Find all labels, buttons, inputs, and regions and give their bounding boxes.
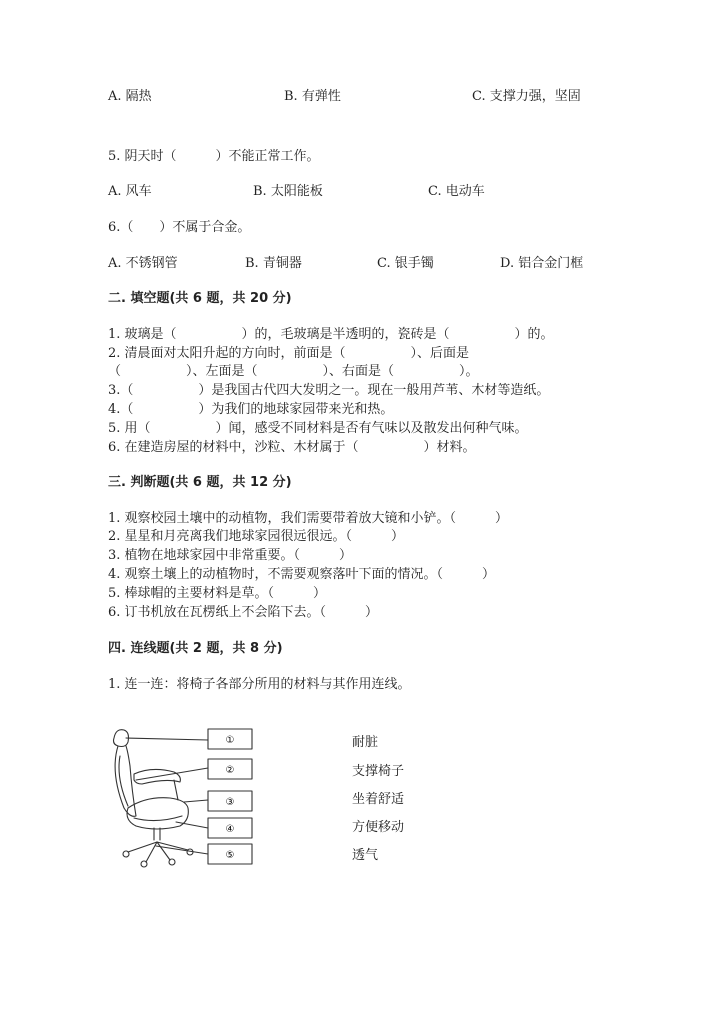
function-item: 方便移动 <box>352 820 405 835</box>
option-c: C. 电动车 <box>428 184 485 199</box>
chair-seat <box>127 798 188 829</box>
judge-line: 1. 观察校园土壤中的动植物，我们需要带着放大镜和小铲。（ ） <box>108 511 509 526</box>
leader-line <box>184 800 208 802</box>
leader-line <box>126 738 208 740</box>
fill-blank-line: 2. 清晨面对太阳升起的方向时，前面是（ ）、后面是 <box>108 346 470 361</box>
function-item: 支撑椅子 <box>352 764 405 779</box>
judge-line: 5. 棒球帽的主要材料是草。（ ） <box>108 586 327 601</box>
chair-wheel <box>141 861 147 867</box>
option-b: B. 太阳能板 <box>253 184 323 199</box>
section-title: 二. 填空题(共 6 题，共 20 分) <box>108 291 292 306</box>
function-item: 坐着舒适 <box>352 792 405 807</box>
fill-blank-line: 5. 用（ ）闻，感受不同材料是否有气味以及散发出何种气味。 <box>108 421 528 436</box>
chair-wheel <box>169 859 175 865</box>
fill-blank-line: 1. 玻璃是（ ）的，毛玻璃是半透明的，瓷砖是（ ）的。 <box>108 327 554 342</box>
box-label: ③ <box>225 797 235 808</box>
box-label: ① <box>225 735 235 746</box>
fill-blank-line: 3.（ ）是我国古代四大发明之一。现在一般用芦苇、木材等造纸。 <box>108 383 550 398</box>
option-b: B. 有弹性 <box>284 89 341 104</box>
chair-backrest <box>115 746 136 816</box>
function-item: 透气 <box>352 848 379 863</box>
option-c: C. 银手镯 <box>377 256 434 271</box>
chair-base <box>128 842 188 862</box>
judge-line: 2. 星星和月亮离我们地球家园很远很远。（ ） <box>108 529 405 544</box>
judge-line: 4. 观察土壤上的动植物时，不需要观察落叶下面的情况。（ ） <box>108 567 496 582</box>
fill-blank-line: 6. 在建造房屋的材料中，沙粒、木材属于（ ）材料。 <box>108 440 476 455</box>
option-b: B. 青铜器 <box>245 256 302 271</box>
box-label: ⑤ <box>225 850 235 861</box>
option-a: A. 隔热 <box>108 89 152 104</box>
question-stem: 1. 连一连：将椅子各部分所用的材料与其作用连线。 <box>108 677 411 692</box>
fill-blank-line: （ ）、左面是（ ）、右面是（ ）。 <box>108 364 479 379</box>
box-label: ④ <box>225 824 235 835</box>
option-d: D. 铝合金门框 <box>500 256 584 271</box>
option-a: A. 不锈钢管 <box>108 256 178 271</box>
question-stem: 5. 阴天时（ ）不能正常工作。 <box>108 149 320 164</box>
chair-wheel <box>123 851 129 857</box>
function-item: 耐脏 <box>352 735 379 750</box>
section-title: 四. 连线题(共 2 题，共 8 分) <box>108 641 283 656</box>
option-a: A. 风车 <box>108 184 152 199</box>
judge-line: 6. 订书机放在瓦楞纸上不会陷下去。（ ） <box>108 605 379 620</box>
judge-line: 3. 植物在地球家园中非常重要。（ ） <box>108 548 353 563</box>
option-c: C. 支撑力强，坚固 <box>472 89 581 104</box>
section-title: 三. 判断题(共 6 题，共 12 分) <box>108 475 292 490</box>
question-stem: 6.（ ）不属于合金。 <box>108 220 251 235</box>
fill-blank-line: 4.（ ）为我们的地球家园带来光和热。 <box>108 402 394 417</box>
leader-line <box>156 846 208 854</box>
box-label: ② <box>225 765 235 776</box>
chair-diagram <box>106 722 266 872</box>
chair-column <box>154 828 160 840</box>
